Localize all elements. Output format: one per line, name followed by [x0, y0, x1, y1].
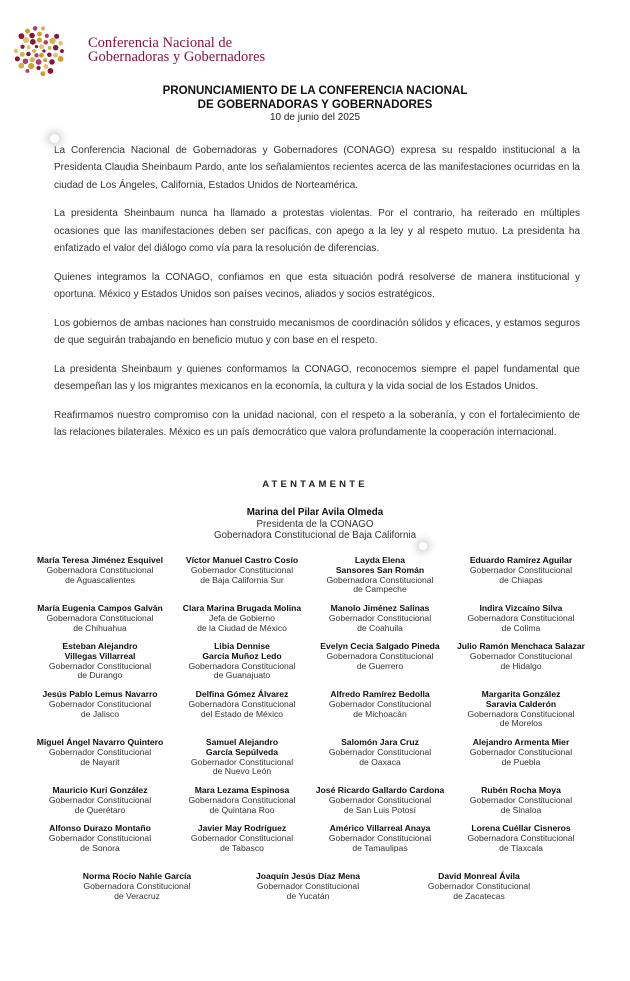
signatory-role: Gobernadora Constitucional — [188, 794, 296, 805]
signatory-name: Joaquín Jesús Díaz Mena — [255, 871, 361, 881]
signatory — [25, 786, 175, 815]
paragraph: Quienes integramos la CONAGO, confiamos en que esta situación podrá resolverse de manera institucional y oportuna. México y Estados Unidos son países vecinos, aliados y socios estratégicos. — [54, 271, 580, 301]
signatory-role: Gobernador Constitucional — [190, 756, 294, 767]
logo-dot — [54, 34, 59, 39]
logo-dot — [35, 45, 38, 48]
signatory-name: Lorena Cuéllar Cisneros — [471, 823, 571, 833]
signatory — [446, 604, 596, 633]
signatory — [446, 824, 596, 853]
signatory-name: Saravia Calderón — [485, 698, 557, 709]
signatory — [305, 738, 455, 767]
light-glare — [419, 542, 427, 550]
signatory — [167, 556, 317, 585]
logo-dot — [28, 63, 34, 69]
signatory — [446, 690, 596, 729]
signatory-role: Gobernador Constitucional — [469, 650, 573, 661]
signatory — [167, 690, 317, 719]
logo-dot — [33, 26, 38, 31]
logo-dot — [47, 53, 52, 58]
signatory-role: de Michoacán — [353, 708, 407, 719]
logo-dot — [15, 56, 20, 61]
paragraph: Reafirmamos nuestro compromiso con la unidad nacional, con el respeto a la soberanía, y con el fortalecimiento de las relaciones bilaterales. México es un país democrático que valora profundamente la cooperación internacional. — [54, 410, 580, 439]
signatory — [305, 786, 455, 815]
logo-dot — [60, 49, 64, 53]
signatory-role: de Jalisco — [80, 708, 120, 719]
signatory-name: María Teresa Jiménez Esquivel — [37, 555, 163, 565]
signatory-name: Manolo Jiménez Salinas — [330, 603, 430, 613]
signatory-name: Alfredo Ramírez Bedolla — [330, 689, 430, 699]
signatory — [446, 738, 596, 767]
signatory-name: Alejandro Armenta Mier — [472, 737, 570, 747]
signatory — [167, 786, 317, 815]
signatory — [305, 824, 455, 853]
signatory-role: Jefa de Gobierno — [209, 612, 275, 623]
signatory-role: Gobernador Constitucional — [48, 832, 152, 843]
signatory-role: Gobernador Constitucional — [48, 660, 152, 671]
signatory-name: Américo Villarreal Anaya — [329, 823, 431, 833]
light-glare — [50, 134, 59, 143]
logo-dot — [44, 40, 49, 45]
signatory-role: Gobernador Constitucional — [427, 880, 531, 891]
signatory-name: Delfina Gómez Álvarez — [195, 689, 289, 699]
signatory-role: Gobernador Constitucional — [328, 746, 432, 757]
org-name — [88, 36, 265, 64]
signatory-role: Gobernador Constitucional — [328, 698, 432, 709]
signatory-role: de Baja California Sur — [200, 574, 284, 585]
signatory-role: de Guanajuato — [213, 670, 271, 681]
signatory-role: Gobernador Constitucional — [469, 746, 573, 757]
signatory — [25, 556, 175, 585]
signatory-role: de Veracruz — [114, 890, 160, 901]
logo-dot — [36, 59, 42, 65]
logo-dot — [25, 28, 30, 33]
signatory-role: Gobernador Constitucional — [469, 794, 573, 805]
logo-dot — [26, 52, 31, 57]
signatory — [25, 604, 175, 633]
signatory — [25, 642, 175, 681]
logo-dot — [42, 49, 45, 52]
signatory-name: Indira Vizcaíno Silva — [479, 603, 563, 613]
signatory-name: Mara Lezama Espinosa — [194, 785, 290, 795]
signatory-role: de Tlaxcala — [499, 842, 543, 853]
signatory — [446, 556, 596, 585]
signatory-role: de Chiapas — [499, 574, 543, 585]
signatory-role: de Quintana Roo — [209, 804, 275, 815]
signatory — [223, 872, 393, 901]
logo-dot — [27, 45, 31, 49]
signatory-name: Esteban Alejandro — [62, 641, 138, 651]
president-name: Marina del Pilar Avila Olmeda — [246, 507, 384, 518]
signatory-name: Javier May Rodríguez — [197, 823, 287, 833]
logo-dot — [48, 68, 54, 74]
signatory-role: de Coahuila — [357, 622, 403, 633]
signatory-name: Mauricio Kuri González — [52, 785, 148, 795]
signatory-role: Gobernador Constitucional — [48, 746, 152, 757]
logo-dot — [23, 37, 29, 43]
signatory-role: Gobernador Constitucional — [328, 612, 432, 623]
signatory-role: Gobernador Constitucional — [328, 832, 432, 843]
logo-dot — [23, 58, 29, 64]
signatory-role: de la Ciudad de México — [197, 622, 287, 633]
signatory-role: de Oaxaca — [359, 756, 401, 767]
signatory-name: Layda Elena — [354, 555, 406, 565]
signatory-role: de Durango — [77, 670, 123, 681]
signatory-role: Gobernadora Constitucional — [467, 832, 575, 843]
signatory — [305, 556, 455, 595]
signatory — [394, 872, 564, 901]
signatory-role: de Querétaro — [74, 804, 126, 815]
logo-dot — [18, 63, 24, 69]
signatory-role: Gobernador Constitucional — [190, 564, 294, 575]
paragraph: La presidenta Sheinbaum nunca ha llamado a protestas violentas. Por el contrario, ha reiterado en múltiples ocasiones que las manifestaciones deben ser pacíficas, con apego a la ley y al respeto mutuo. La presidenta ha enfatizado el valor del diálogo como vía para la resolución de diferencias. — [54, 208, 580, 254]
signatory-role: de Sonora — [80, 842, 120, 853]
signatory — [305, 642, 455, 671]
signatory-role: de Nuevo León — [212, 766, 272, 777]
document-title — [0, 84, 630, 111]
signatory-name: Miguel Ángel Navarro Quintero — [36, 737, 164, 747]
logo-dot — [30, 57, 35, 62]
signatory-role: de Aguascalientes — [65, 574, 135, 585]
logo-dot — [14, 49, 19, 54]
signatory-name: Clara Marina Brugada Molina — [182, 603, 302, 613]
signatory-role: de Colima — [501, 622, 541, 633]
signatory-role: Gobernadora Constitucional — [467, 612, 575, 623]
signatory-name: Sansores San Román — [335, 564, 425, 575]
signatory-role: de Tabasco — [220, 842, 264, 853]
signatory-name: Norma Rocío Nahle García — [82, 871, 192, 881]
paragraph: Los gobiernos de ambas naciones han construido mecanismos de coordinación sólidos y eficaces, y estamos seguros de que seguirán trabajando en beneficio mutuo y con base en el respeto. — [54, 317, 580, 347]
paragraph: La Conferencia Nacional de Gobernadoras y Gobernadores (CONAGO) expresa su respaldo institucional a la Presidenta Claudia Sheinbaum Pardo, ante los señalamientos recientes acerca de las manifestaciones ocurridas en la ciudad de Los Ángeles, California, Estados Unidos de Norteamérica. — [54, 145, 580, 191]
signatory-name: Evelyn Cecia Salgado Pineda — [320, 641, 440, 651]
signatory-name: Alfonso Durazo Montaño — [49, 823, 151, 833]
signatory-role: de Tamaulipas — [352, 842, 408, 853]
signatory — [167, 642, 317, 681]
signatory-role: Gobernador Constitucional — [48, 698, 152, 709]
signatory — [305, 604, 455, 633]
signatory-role: de Nayarit — [80, 756, 120, 767]
org-name-line-2: Gobernadoras y Gobernadores — [88, 49, 266, 65]
president-role-line-2: Gobernadora Constitucional de Baja California — [213, 530, 417, 541]
signatory-role: de Chihuahua — [73, 622, 127, 633]
signatory-name: Eduardo Ramírez Aguilar — [469, 555, 573, 565]
signatory-name: García Muñoz Ledo — [202, 650, 282, 661]
signatory-role: Gobernadora Constitucional — [326, 574, 434, 585]
logo-dot — [43, 58, 47, 62]
signatory-name: María Eugenia Campos Galván — [37, 603, 163, 613]
logo-dot — [30, 39, 36, 45]
signatory-name: Jesús Pablo Lemus Navarro — [42, 689, 158, 699]
signatory-role: Gobernador Constitucional — [48, 794, 152, 805]
logo-dot — [39, 44, 44, 49]
signatory-name: Víctor Manuel Castro Cosío — [185, 555, 299, 565]
org-name-line-1: Conferencia Nacional de — [88, 35, 233, 51]
signatory — [25, 738, 175, 767]
signatory-role: de Guerrero — [356, 660, 404, 671]
signatory-role: Gobernadora Constitucional — [188, 660, 296, 671]
logo-dot — [40, 71, 45, 76]
document-date: 10 de junio del 2025 — [269, 112, 361, 123]
signatory-role: Gobernador Constitucional — [469, 564, 573, 575]
signatory-role: Gobernador Constitucional — [256, 880, 360, 891]
signatory-role: Gobernadora Constitucional — [46, 612, 154, 623]
signatory — [167, 824, 317, 853]
signatory-role: de San Luis Potosí — [343, 804, 417, 815]
signatory — [446, 786, 596, 815]
signatory-name: Libia Dennise — [214, 641, 270, 651]
signatory-role: del Estado de México — [200, 708, 284, 719]
signatory-role: Gobernador Constitucional — [328, 794, 432, 805]
signatory-role: de Sinaloa — [500, 804, 542, 815]
signatory-name: David Monreal Ávila — [438, 871, 520, 881]
logo-dot — [34, 53, 38, 57]
signatory-role: de Puebla — [501, 756, 541, 767]
logo-dot — [49, 38, 55, 44]
signatory-name: Samuel Alejandro — [205, 737, 279, 747]
signatory — [167, 738, 317, 777]
signatory-name: José Ricardo Gallardo Cardona — [315, 785, 445, 795]
conago-dots-logo-icon — [10, 22, 68, 80]
signatory-role: de Morelos — [499, 718, 543, 729]
signatory-name: García Sepúlveda — [205, 746, 279, 757]
document-body — [54, 142, 580, 453]
logo-dot — [37, 32, 42, 37]
signatory — [25, 690, 175, 719]
signatory-role: de Yucatán — [286, 890, 330, 901]
signatory — [446, 642, 596, 671]
logo-dot — [49, 59, 55, 65]
signatory-role: de Zacatecas — [453, 890, 505, 901]
signatory-role: Gobernador Constitucional — [190, 832, 294, 843]
signatory-role: Gobernadora Constitucional — [326, 650, 434, 661]
conago-header — [10, 22, 330, 82]
paragraph: La presidenta Sheinbaum y quienes conformamos la CONAGO, reconocemos siempre el papel fundamental que desempeñan las y los migrantes mexicanos en la economía, la cultura y la vida social de los Estados Unidos. — [54, 363, 580, 393]
signatory — [167, 604, 317, 633]
signatory-name: Villegas Villarreal — [64, 650, 136, 661]
signatory-name: Julio Ramón Menchaca Salazar — [457, 641, 585, 651]
signatory-role: de Campeche — [353, 584, 407, 595]
logo-dot — [44, 64, 49, 69]
logo-dot — [25, 69, 29, 73]
logo-dot — [58, 41, 63, 46]
signatory-name: Margarita González — [481, 689, 561, 699]
logo-dot — [58, 56, 64, 62]
logo-dot — [53, 53, 58, 58]
president-role-line-1: Presidenta de la CONAGO — [256, 518, 374, 530]
logo-dot — [29, 33, 35, 39]
signatory — [52, 872, 222, 901]
logo-dot — [39, 53, 44, 58]
signatory-name: Rubén Rocha Moya — [481, 785, 561, 795]
logo-dot — [37, 37, 42, 42]
logo-dot — [48, 46, 52, 50]
logo-dot — [36, 66, 40, 70]
signatory-role: de Hidalgo — [500, 660, 542, 671]
logo-dot — [45, 34, 49, 38]
document-title-line-2: DE GOBERNADORAS Y GOBERNADORES — [197, 97, 433, 111]
logo-dot — [41, 26, 45, 30]
document-title-line-1: PRONUNCIAMIENTO DE LA CONFERENCIA NACIONAL — [162, 84, 468, 97]
signatory — [25, 824, 175, 853]
signatory-role: Gobernadora Constitucional — [46, 564, 154, 575]
signatory — [305, 690, 455, 719]
closing-atentamente: ATENTAMENTE — [262, 479, 368, 490]
signatory-name: Salomón Jara Cruz — [341, 737, 419, 747]
president-signature — [0, 507, 630, 542]
logo-dot — [32, 49, 36, 53]
signatory-role: Gobernadora Constitucional — [188, 698, 296, 709]
logo-dot — [19, 33, 25, 39]
logo-dot — [20, 52, 25, 57]
signatory-role: Gobernadora Constitucional — [467, 708, 575, 719]
signatory-role: Gobernadora Constitucional — [83, 880, 191, 891]
logo-dot — [20, 45, 24, 49]
logo-dot — [53, 45, 59, 51]
